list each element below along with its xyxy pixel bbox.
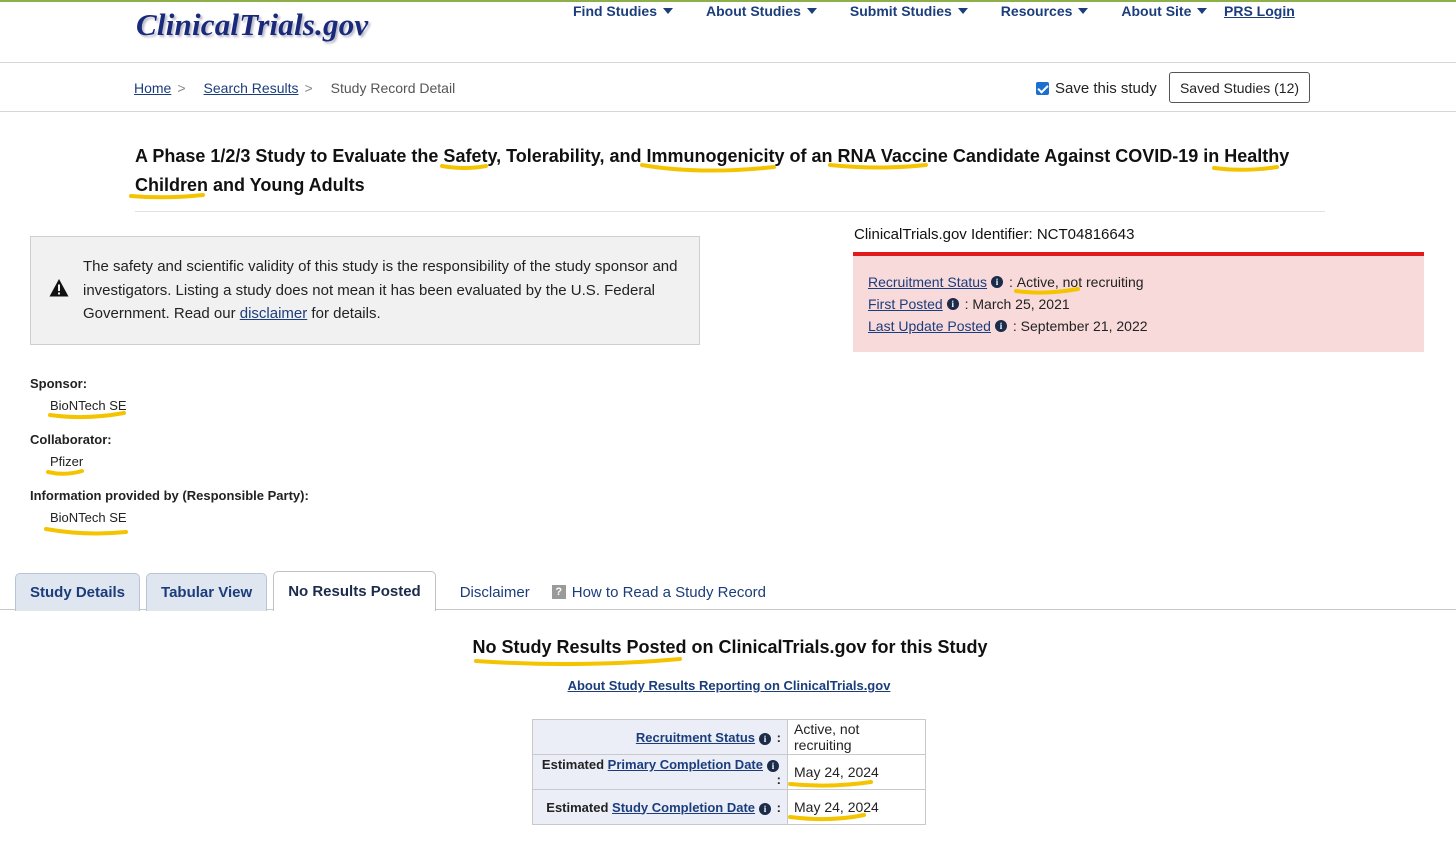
- breadcrumb-home[interactable]: Home: [134, 80, 172, 96]
- info-icon[interactable]: i: [759, 733, 771, 745]
- nav-label: Find Studies: [573, 3, 657, 19]
- prs-login-link[interactable]: PRS Login: [1224, 3, 1295, 19]
- table-label-cell: Estimated Study Completion Date i :: [533, 790, 788, 825]
- nav-label: Resources: [1000, 3, 1073, 19]
- table-label-cell: Estimated Primary Completion Date i :: [533, 755, 788, 790]
- nav-about-studies[interactable]: [706, 3, 817, 19]
- results-reporting-link-text[interactable]: About Study Results Reporting on ClinicalTrials.gov: [567, 678, 891, 693]
- tab-disclaimer[interactable]: Disclaimer: [459, 583, 530, 601]
- identifier-value: NCT04816643: [1036, 226, 1135, 243]
- info-icon[interactable]: i: [995, 320, 1007, 332]
- sponsor-value: BioNTech SE: [50, 398, 127, 413]
- nav-label: About Site: [1121, 3, 1192, 19]
- breadcrumb-bar: [0, 63, 1456, 112]
- record-tabs: [15, 571, 778, 611]
- save-study-checkbox[interactable]: [1036, 82, 1049, 95]
- nav-label: About Studies: [706, 3, 801, 19]
- help-icon: ?: [552, 585, 566, 599]
- study-identifier: [854, 226, 1134, 243]
- collaborator-value: Pfizer: [50, 454, 84, 469]
- caret-down-icon: [807, 8, 817, 14]
- tab-how-to-read[interactable]: [542, 573, 778, 611]
- caret-down-icon: [958, 8, 968, 14]
- sponsor-label: Sponsor:: [30, 376, 88, 391]
- results-reporting-link: [0, 678, 1456, 693]
- status-row-first-posted: [868, 296, 1070, 312]
- status-box: [853, 252, 1424, 352]
- highlight-mark: [50, 413, 124, 417]
- caret-down-icon: [1078, 8, 1088, 14]
- tab-tabular-view[interactable]: Tabular View: [146, 573, 267, 611]
- status-row-last-update: [868, 318, 1148, 334]
- disclaimer-text: [83, 255, 683, 326]
- info-icon[interactable]: i: [991, 276, 1003, 288]
- identifier-label: ClinicalTrials.gov Identifier:: [854, 226, 1037, 243]
- disclaimer-box: [30, 236, 700, 345]
- table-value-cell: May 24, 2024: [788, 755, 926, 790]
- breadcrumb-search-results[interactable]: Search Results: [203, 80, 299, 96]
- responsible-party-label: Information provided by (Responsible Party):: [30, 488, 309, 503]
- row-prefix: Estimated: [541, 757, 608, 772]
- breadcrumb-separator: >: [177, 80, 186, 96]
- nav-find-studies[interactable]: [573, 3, 673, 19]
- recruitment-status-value: Active, not recruiting: [1016, 274, 1144, 290]
- disclaimer-text-after: for details.: [307, 305, 381, 322]
- save-study-control: [1036, 80, 1157, 97]
- status-sep: :: [960, 296, 973, 312]
- recruitment-status-link[interactable]: Recruitment Status: [868, 274, 988, 290]
- tab-no-results-posted[interactable]: No Results Posted: [273, 571, 436, 611]
- row-prefix: Estimated: [546, 799, 613, 815]
- how-to-read-label: How to Read a Study Record: [571, 583, 767, 601]
- divider: [135, 211, 1325, 212]
- caret-down-icon: [1197, 8, 1207, 14]
- highlight-mark: [48, 471, 82, 474]
- table-row: [533, 755, 926, 790]
- row-label-link[interactable]: Primary Completion Date: [607, 757, 763, 772]
- nav-resources[interactable]: [1001, 3, 1089, 19]
- breadcrumb: [134, 80, 455, 96]
- table-value-cell: May 24, 2024: [788, 790, 926, 825]
- save-study-label[interactable]: Save this study: [1055, 80, 1157, 97]
- first-posted-link[interactable]: First Posted: [868, 296, 943, 312]
- study-title: A Phase 1/2/3 Study to Evaluate the Safety, Tolerability, and Immunogenicity of an RNA Vaccine Candidate Against COVID-19 in Healthy Children and Young Adults: [135, 146, 1290, 195]
- row-label-link[interactable]: Study Completion Date: [612, 799, 756, 815]
- warning-icon: [49, 278, 69, 298]
- collaborator-label: Collaborator:: [30, 432, 112, 447]
- table-label-cell: Recruitment Status i :: [533, 720, 788, 755]
- nav-label: Submit Studies: [849, 3, 952, 19]
- status-sep: :: [1005, 274, 1017, 290]
- info-icon[interactable]: i: [759, 803, 771, 815]
- highlight-mark: [476, 659, 680, 664]
- main-nav: [573, 3, 1240, 19]
- status-sep: :: [1008, 318, 1021, 334]
- info-icon[interactable]: i: [947, 298, 959, 310]
- results-heading: No Study Results Posted on ClinicalTrials.gov for this Study: [472, 637, 988, 657]
- last-update-link[interactable]: Last Update Posted: [868, 318, 991, 334]
- tab-study-details[interactable]: Study Details: [15, 573, 140, 611]
- table-row: [533, 790, 926, 825]
- status-row-recruitment: [868, 274, 1144, 290]
- table-value-cell: Active, not recruiting: [788, 720, 926, 755]
- nav-submit-studies[interactable]: [850, 3, 968, 19]
- first-posted-value: March 25, 2021: [972, 296, 1070, 312]
- table-row: [533, 720, 926, 755]
- row-label-link[interactable]: Recruitment Status: [635, 729, 756, 745]
- highlight-mark: [46, 529, 126, 533]
- nav-about-site[interactable]: [1121, 3, 1207, 19]
- info-icon[interactable]: i: [767, 760, 779, 772]
- saved-studies-button[interactable]: Saved Studies (12): [1169, 72, 1310, 103]
- caret-down-icon: [663, 8, 673, 14]
- responsible-party-value: BioNTech SE: [50, 510, 127, 525]
- breadcrumb-current: Study Record Detail: [330, 80, 456, 96]
- last-update-value: September 21, 2022: [1020, 318, 1148, 334]
- site-header: [0, 0, 1456, 63]
- breadcrumb-separator: >: [304, 80, 313, 96]
- results-status-table: [532, 719, 926, 825]
- disclaimer-text-before: The safety and scientific validity of this study is the responsibility of the study sponsor and investigators. Listing a study does not mean it has been evaluated by the U.S. Federal Government. Read our: [83, 258, 678, 322]
- site-logo[interactable]: ClinicalTrials.gov: [136, 7, 369, 42]
- disclaimer-link[interactable]: disclaimer: [239, 305, 308, 322]
